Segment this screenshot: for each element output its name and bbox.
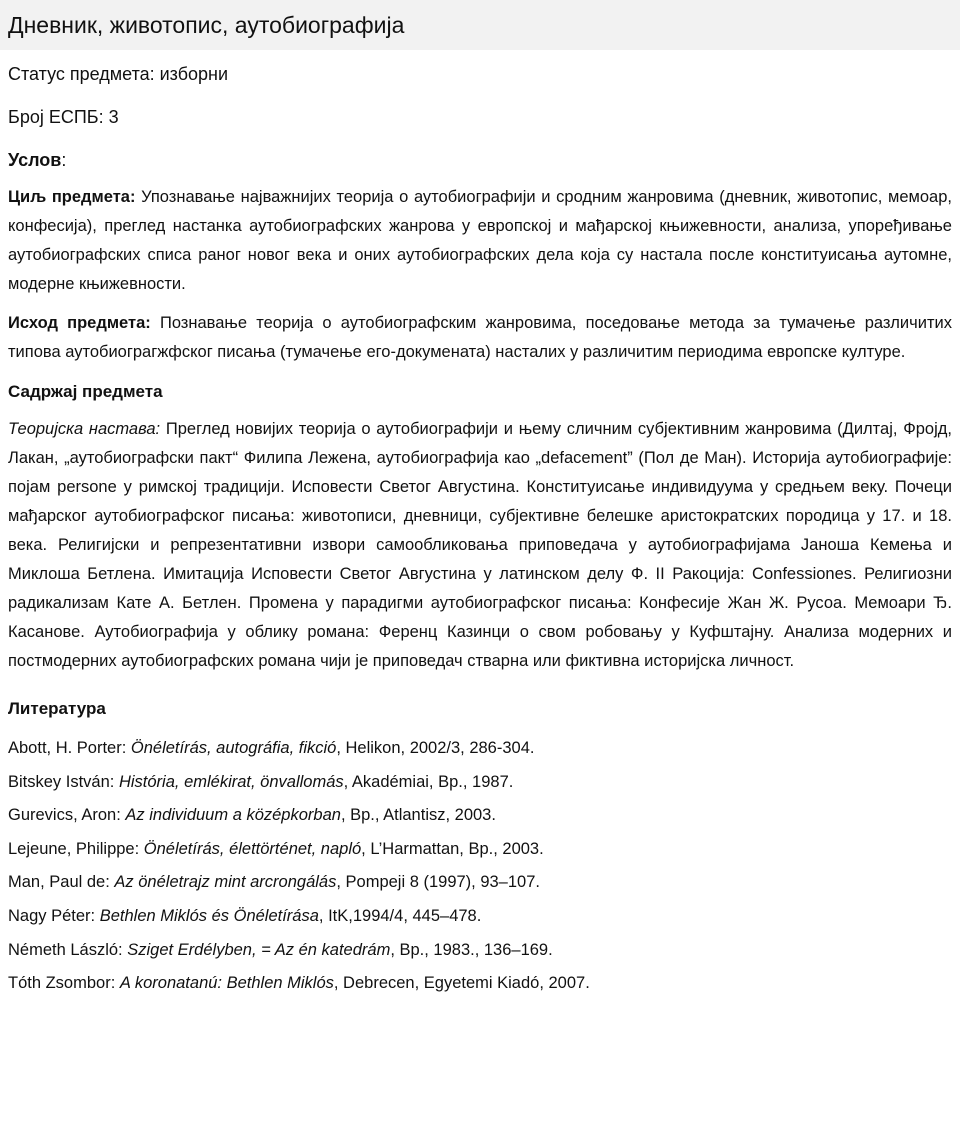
literature-heading: Литература — [8, 699, 106, 718]
lit-title: Sziget Erdélyben, = Az én katedrám — [127, 940, 391, 959]
literature-item — [8, 833, 952, 867]
outcome-text: Познавање теорија о аутобиографским жанровима, поседовање метода за тумачење различитих типова аутобиограгжфског писања (тумачење его-докумената) насталих у различитим периодима европске културе. — [8, 314, 952, 361]
lit-author: Man, Paul de: — [8, 873, 115, 892]
literature-item — [8, 799, 952, 833]
condition-colon: : — [61, 150, 67, 170]
lit-title: Az individuum a középkorban — [125, 806, 341, 825]
course-status: Статус предмета: изборни — [8, 64, 229, 84]
lit-details: , Bp., 1983., 136–169. — [390, 940, 553, 959]
lit-title: Az önéletrajz mint arcrongálás — [114, 873, 337, 892]
title-bar — [0, 0, 960, 50]
lit-title: A koronatanú: Bethlen Miklós — [119, 974, 334, 993]
lit-author: Abott, H. Porter: — [8, 739, 131, 757]
goal-text: Упознавање најважнијих теорија о аутобиографији и сродним жанровима (дневник, животопис, мемоар, конфесија), преглед настанка аутобиографских жанрова у европској и мађарској књижевности, анализа, упоређивање аутобиографских списа раног новог века и оних аутобиографских дела која су настала после конституисања аутомне, модерне књижевности. — [8, 188, 952, 293]
document-body — [0, 64, 960, 1001]
lit-title: Önéletírás, autográfia, fikció — [130, 739, 337, 757]
outcome-label: Исход предмета: — [8, 314, 151, 332]
lit-title: Bethlen Miklós és Önéletírása — [99, 906, 319, 925]
lit-title: História, emlékirat, önvallomás — [118, 772, 344, 791]
literature-item — [8, 967, 952, 1001]
lit-details: , Bp., Atlantisz, 2003. — [340, 806, 496, 825]
page-title: Дневник, животопис, аутобиографија — [8, 11, 405, 38]
course-content — [8, 415, 952, 676]
content-text: Преглед новијих теорија о аутобиографији и њему сличним субјективним жанровима (Дилтај, Фројд, Лакан, „аутобиографски пакт“ Филипа Лежена, аутобиографија као „defacement” (Пол де Ман). Историја аутобиографије: појам persone у римској традицији. Исповести Светог Августина. Конституисање индивидуума у средњем веку. Почеци мађарског аутобиографског писања: животописи, дневници, субјективне белешке аристократских породица у 17. и 18. века. Религијски и репрезентативни извори самообликовања приповедача у аутобиографијама Јаноша Кемења и Миклоша Бетлена. Имитација Исповести Светог Августина у латинском делу Ф. II Ракоција: Confessiones. Религиозни радикализам Кате А. Бетлен. Промена у парадигми аутобиографског писања: Конфесије Жан Ж. Русоа. Мемоари Ђ. Касанове. Аутобиографија у облику романа: Ференц Казинци о свом робовању у Куфштајну. Анализа модерних и постмодерних аутобиографских романа чији је приповедач стварна или фиктивна историјска личност. — [8, 420, 953, 670]
literature-list — [8, 732, 952, 1001]
literature-item — [8, 934, 952, 968]
goal-label: Циљ предмета: — [8, 188, 136, 206]
course-condition — [8, 150, 952, 171]
lit-details: , Akadémiai, Bp., 1987. — [343, 772, 514, 791]
lit-details: , Helikon, 2002/3, 286-304. — [336, 739, 535, 757]
lit-details: , Pompeji 8 (1997), 93–107. — [336, 873, 540, 892]
lit-title: Önéletírás, élettörténet, napló — [143, 839, 362, 858]
lit-author: Nagy Péter: — [8, 906, 100, 925]
course-outcome — [8, 309, 952, 367]
ects-credits: Број ЕСПБ: 3 — [8, 107, 119, 127]
lit-author: Bitskey István: — [8, 772, 119, 791]
literature-item — [8, 866, 952, 900]
lit-author: Németh László: — [8, 940, 128, 959]
lit-details: , L’Harmattan, Bp., 2003. — [361, 839, 544, 858]
content-heading: Садржај предмета — [8, 382, 163, 401]
content-label: Теоријска настава: — [8, 420, 161, 438]
literature-item — [8, 766, 952, 800]
lit-author: Gurevics, Aron: — [8, 806, 126, 825]
literature-item — [8, 900, 952, 934]
literature-item — [8, 732, 952, 766]
lit-author: Lejeune, Philippe: — [8, 839, 144, 858]
condition-label: Услов — [8, 150, 62, 170]
lit-details: , Debrecen, Egyetemi Kiadó, 2007. — [333, 974, 590, 993]
lit-details: , ItK,1994/4, 445–478. — [318, 906, 482, 925]
course-goal — [8, 183, 952, 299]
lit-author: Tóth Zsombor: — [8, 974, 120, 993]
